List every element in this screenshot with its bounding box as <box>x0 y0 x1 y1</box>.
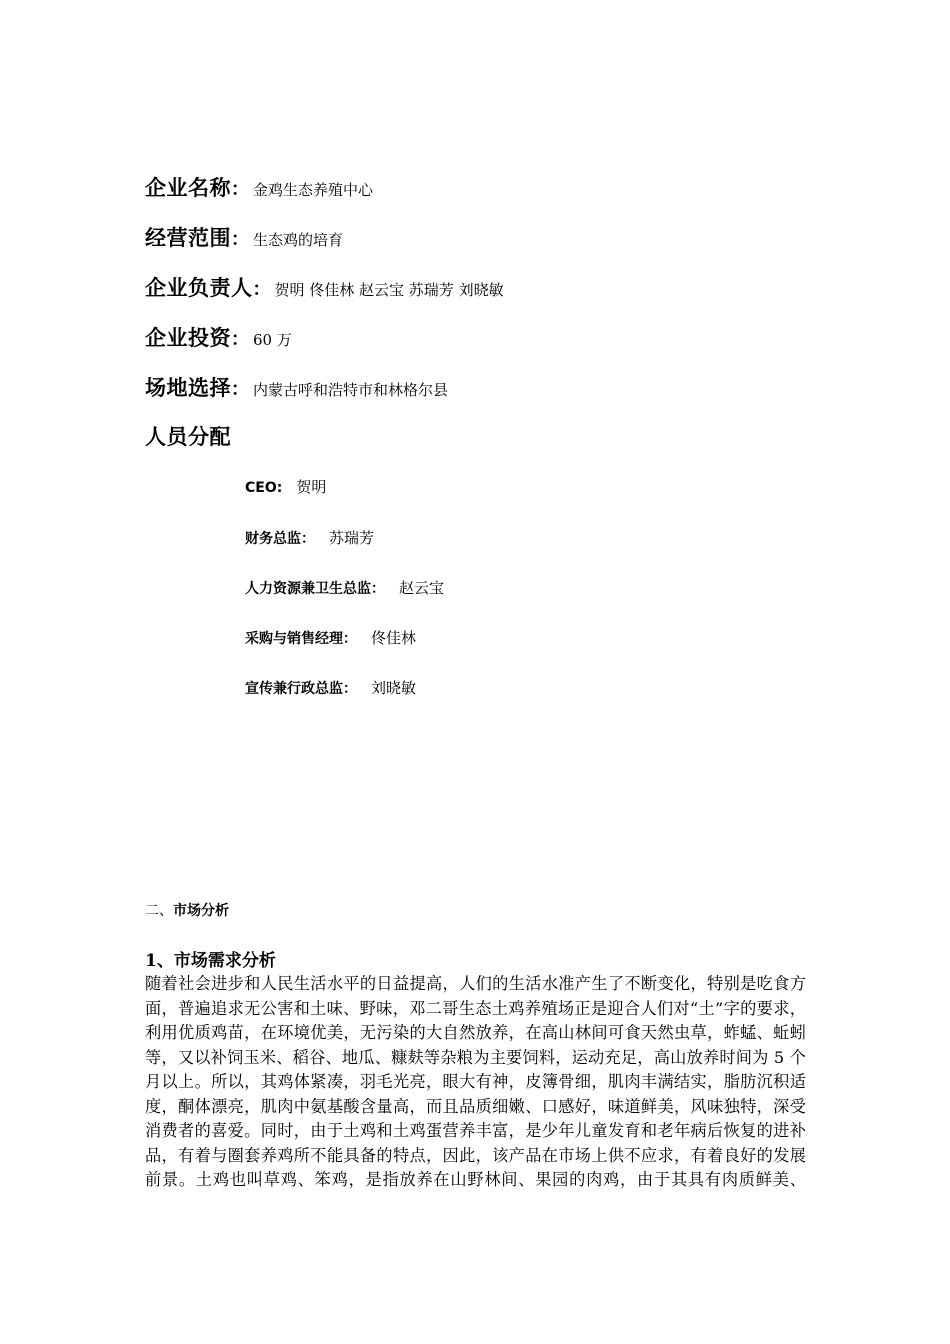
business-scope-colon: ： <box>231 229 249 250</box>
staff-name: 苏瑞芳 <box>329 529 375 547</box>
company-name-colon: ： <box>231 179 249 200</box>
company-name-label: 企业名称 <box>145 176 231 200</box>
business-scope-value: 生态鸡的培育 <box>253 231 344 249</box>
staff-item-hr <box>245 577 444 598</box>
staff-item-admin <box>245 677 416 698</box>
staff-name: 刘晓敏 <box>371 679 417 697</box>
section-title-text: 市场分析 <box>173 903 229 919</box>
company-name-value: 金鸡生态养殖中心 <box>253 181 374 199</box>
investment-colon: ： <box>231 329 249 350</box>
company-name-line <box>145 172 373 202</box>
company-leaders-value: 贺明 佟佳林 赵云宝 苏瑞芳 刘晓敏 <box>274 281 504 299</box>
investment-label: 企业投资 <box>145 326 231 350</box>
company-leaders-line <box>145 272 504 302</box>
business-scope-line <box>145 222 343 252</box>
staff-role: 人力资源兼卫生总监： <box>245 581 385 597</box>
staff-name: 赵云宝 <box>399 579 445 597</box>
staff-role: 财务总监： <box>245 531 315 547</box>
staff-role: CEO: <box>245 480 283 496</box>
staff-name: 佟佳林 <box>371 629 417 647</box>
staff-item-sales <box>245 627 416 648</box>
staff-role: 宣传兼行政总监： <box>245 681 357 697</box>
staff-item-finance <box>245 527 374 548</box>
investment-value: 60 万 <box>253 331 292 349</box>
section-title <box>145 900 229 920</box>
staff-role: 采购与销售经理： <box>245 631 357 647</box>
section-number: 二、 <box>145 903 173 919</box>
site-line <box>145 372 448 402</box>
business-scope-label: 经营范围 <box>145 226 231 250</box>
site-colon: ： <box>231 379 249 400</box>
company-leaders-colon: ： <box>252 279 271 300</box>
staff-name: 贺明 <box>296 478 327 496</box>
company-leaders-label: 企业负责人 <box>145 276 253 300</box>
body-paragraph: 随着社会进步和人民生活水平的日益提高，人们的生活水准产生了不断变化，特别是吃食方面，普遍追求无公害和土味、野味，邓二哥生态土鸡养殖场正是迎合人们对“土”字的要求，利用优质鸡苗，在环境优美，无污染的大自然放养，在高山林间可食天然虫草，蚱蜢、蚯蚓等，又以补饲玉米、稻谷、地瓜、糠麸等杂粮为主要饲料，运动充足，高山放养时间为 5 个月以上。所以，其鸡体紧凑，羽毛光亮，眼大有神，皮簿骨细，肌肉丰满结实，脂肪沉积适度，酮体漂亮，肌肉中氨基酸含量高，而且品质细嫩、口感好，味道鲜美，风味独特，深受消费者的喜爱。同时，由于土鸡和土鸡蛋营养丰富，是少年儿童发育和老年病后恢复的进补品，有着与圈套养鸡所不能具备的特点，因此，该产品在市场上供不应求，有着良好的发展前景。土鸡也叫草鸡、笨鸡，是指放养在山野林间、果园的肉鸡，由于其具有肉质鲜美、 <box>145 974 806 1189</box>
subsection-title: 1、市场需求分析 <box>145 951 276 971</box>
site-value: 内蒙古呼和浩特市和林格尔县 <box>253 381 449 399</box>
staff-heading: 人员分配 <box>145 425 231 449</box>
staff-item-ceo <box>245 476 326 497</box>
site-label: 场地选择 <box>145 376 231 400</box>
investment-line <box>145 322 292 352</box>
